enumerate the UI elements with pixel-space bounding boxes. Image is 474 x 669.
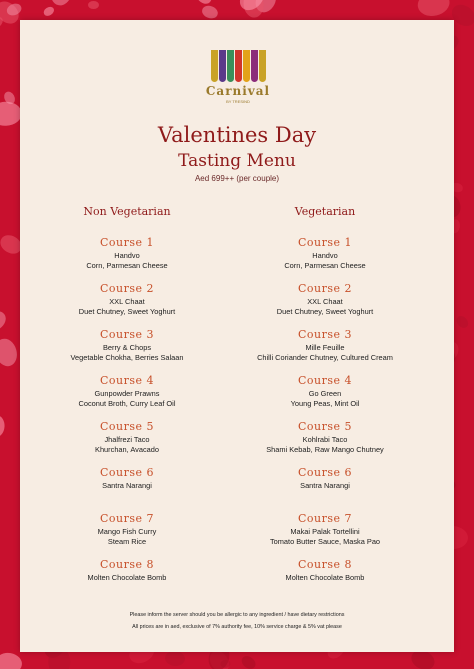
course-title: Course 1	[297, 236, 353, 249]
course-item	[225, 512, 425, 558]
dish-description: Coconut Broth, Curry Leaf Oil	[78, 399, 176, 408]
course-title: Course 7	[99, 512, 155, 525]
course-title: Course 3	[99, 328, 155, 341]
course-title: Course 2	[99, 282, 155, 295]
dish-description: Corn, Parmesan Cheese	[284, 261, 366, 270]
veg-heading: Vegetarian	[294, 205, 356, 218]
rose-petal	[239, 653, 258, 669]
dish-name: Molten Chocolate Bomb	[87, 573, 167, 582]
dish-name: Makai Palak Tortellini	[290, 527, 360, 536]
dish-name: Berry & Chops	[102, 343, 152, 352]
dish-description: Khurchan, Avacado	[95, 445, 159, 454]
menu-subtitle: Tasting Menu	[178, 151, 296, 171]
course-item	[32, 328, 222, 374]
rose-petal	[164, 650, 185, 667]
dish-description: Tomato Butter Sauce, Maska Pao	[269, 537, 381, 546]
dish-name: Handvo	[114, 251, 140, 260]
dish-name: Kohlrabi Taco	[302, 435, 348, 444]
dish-name: Jhalfrezi Taco	[104, 435, 150, 444]
dish-description: Duet Chutney, Sweet Yoghurt	[276, 307, 374, 316]
dish-name: Santra Narangi	[300, 481, 350, 490]
course-title: Course 4	[99, 374, 155, 387]
dish-name: Handvo	[312, 251, 338, 260]
dish-description: Duet Chutney, Sweet Yoghurt	[78, 307, 176, 316]
course-title: Course 8	[297, 558, 353, 571]
rose-petal	[416, 0, 452, 18]
course-item	[225, 328, 425, 374]
course-title: Course 1	[99, 236, 155, 249]
non-veg-column	[32, 205, 222, 604]
course-item	[225, 420, 425, 466]
course-item	[32, 420, 222, 466]
course-title: Course 5	[99, 420, 155, 433]
dish-description: Chilli Coriander Chutney, Cultured Cream	[257, 353, 393, 362]
dish-description: Young Peas, Mint Oil	[290, 399, 360, 408]
dish-description: Vegetable Chokha, Berries Salaan	[70, 353, 184, 362]
rose-petal	[0, 307, 10, 336]
veg-column	[225, 205, 425, 604]
course-title: Course 3	[297, 328, 353, 341]
rose-petal	[0, 651, 23, 669]
rose-petal	[0, 336, 20, 369]
dish-name: XXL Chaat	[307, 297, 343, 306]
course-item	[32, 282, 222, 328]
course-title: Course 6	[297, 466, 353, 479]
dish-name: Go Green	[308, 389, 342, 398]
course-item	[32, 466, 222, 512]
course-item	[225, 236, 425, 282]
dish-name: Mille Feuille	[305, 343, 345, 352]
logo-wordmark: Carnival	[205, 84, 271, 98]
rose-petal	[454, 314, 470, 330]
carnival-logo	[203, 50, 273, 120]
dish-name: Mango Fish Curry	[97, 527, 157, 536]
course-item	[32, 236, 222, 282]
dish-description: Corn, Parmesan Cheese	[86, 261, 168, 270]
rose-petal	[88, 1, 99, 9]
course-item	[225, 374, 425, 420]
course-item	[32, 512, 222, 558]
rose-petal	[42, 5, 56, 18]
course-title: Course 2	[297, 282, 353, 295]
course-item	[225, 466, 425, 512]
non-veg-heading: Non Vegetarian	[83, 205, 171, 218]
dish-name: Santra Narangi	[102, 481, 152, 490]
course-title: Course 6	[99, 466, 155, 479]
dish-description: Shami Kebab, Raw Mango Chutney	[266, 445, 384, 454]
dish-description: Steam Rice	[107, 537, 147, 546]
course-title: Course 4	[297, 374, 353, 387]
rose-petal	[200, 3, 219, 19]
rose-petal	[0, 101, 22, 126]
course-title: Course 5	[297, 420, 353, 433]
menu-price: Aed 699++ (per couple)	[194, 174, 280, 183]
course-item	[32, 558, 222, 604]
price-note: All prices are in aed, exclusive of 7% authority fee, 10% service charge & 5% vat please	[132, 624, 342, 630]
allergy-note: Please inform the server should you be allergic to any ingredient / have dietary restrictions	[129, 612, 345, 618]
logo-subtext: BY TRESIND	[226, 99, 250, 104]
course-title: Course 7	[297, 512, 353, 525]
course-item	[225, 558, 425, 604]
menu-title: Valentines Day	[157, 123, 317, 147]
rose-petal	[0, 415, 6, 438]
rose-petal	[49, 0, 76, 7]
course-item	[32, 374, 222, 420]
dish-name: Molten Chocolate Bomb	[285, 573, 365, 582]
dish-name: XXL Chaat	[109, 297, 145, 306]
awning-icon	[203, 50, 273, 82]
dish-name: Gunpowder Prawns	[94, 389, 160, 398]
menu-card	[20, 20, 454, 652]
course-title: Course 8	[99, 558, 155, 571]
course-item	[225, 282, 425, 328]
